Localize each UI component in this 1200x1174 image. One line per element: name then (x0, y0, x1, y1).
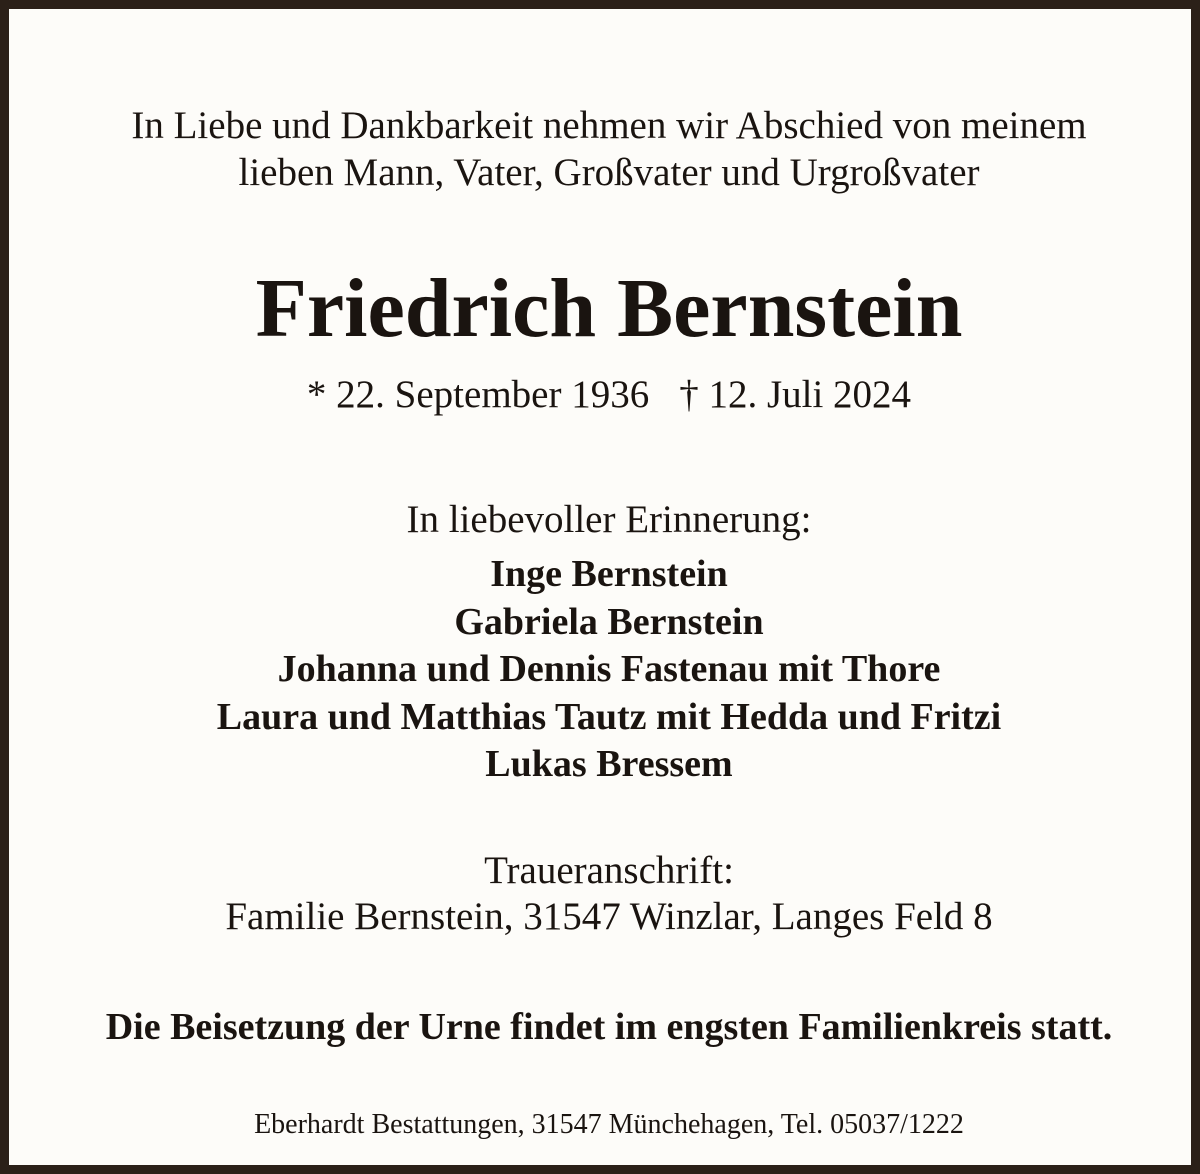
mourners-list (9, 551, 1200, 789)
mourner-name: Inge Bernstein (490, 553, 728, 595)
mourner-name: Johanna und Dennis Fastenau mit Thore (277, 648, 941, 690)
life-dates (9, 371, 1200, 419)
mourner-name: Laura und Matthias Tautz mit Hedda und Fritzi (216, 695, 1002, 738)
deceased-name: Friedrich Bernstein (255, 262, 963, 355)
mourning-address: Familie Bernstein, 31547 Winzlar, Langes Feld 8 (225, 895, 993, 938)
mourner-name: Lukas Bressem (485, 743, 733, 785)
birth-date: * 22. September 1936 (306, 373, 650, 416)
burial-notice: Die Beisetzung der Urne findet im engsten Familienkreis statt. (105, 1006, 1113, 1048)
intro-line-1: In Liebe und Dankbarkeit nehmen wir Abschied von meinem (131, 104, 1087, 147)
mourners-label: In liebevoller Erinnerung: (406, 498, 812, 541)
mourner-name: Gabriela Bernstein (454, 600, 764, 643)
address-label: Traueranschrift: (484, 849, 734, 892)
death-date: † 12. Juli 2024 (679, 373, 912, 416)
intro-line-2: lieben Mann, Vater, Großvater und Urgroßvater (238, 151, 980, 194)
intro-text (9, 102, 1200, 196)
funeral-home-info: Eberhardt Bestattungen, 31547 Münchehagen, Tel. 05037/1222 (254, 1109, 964, 1140)
